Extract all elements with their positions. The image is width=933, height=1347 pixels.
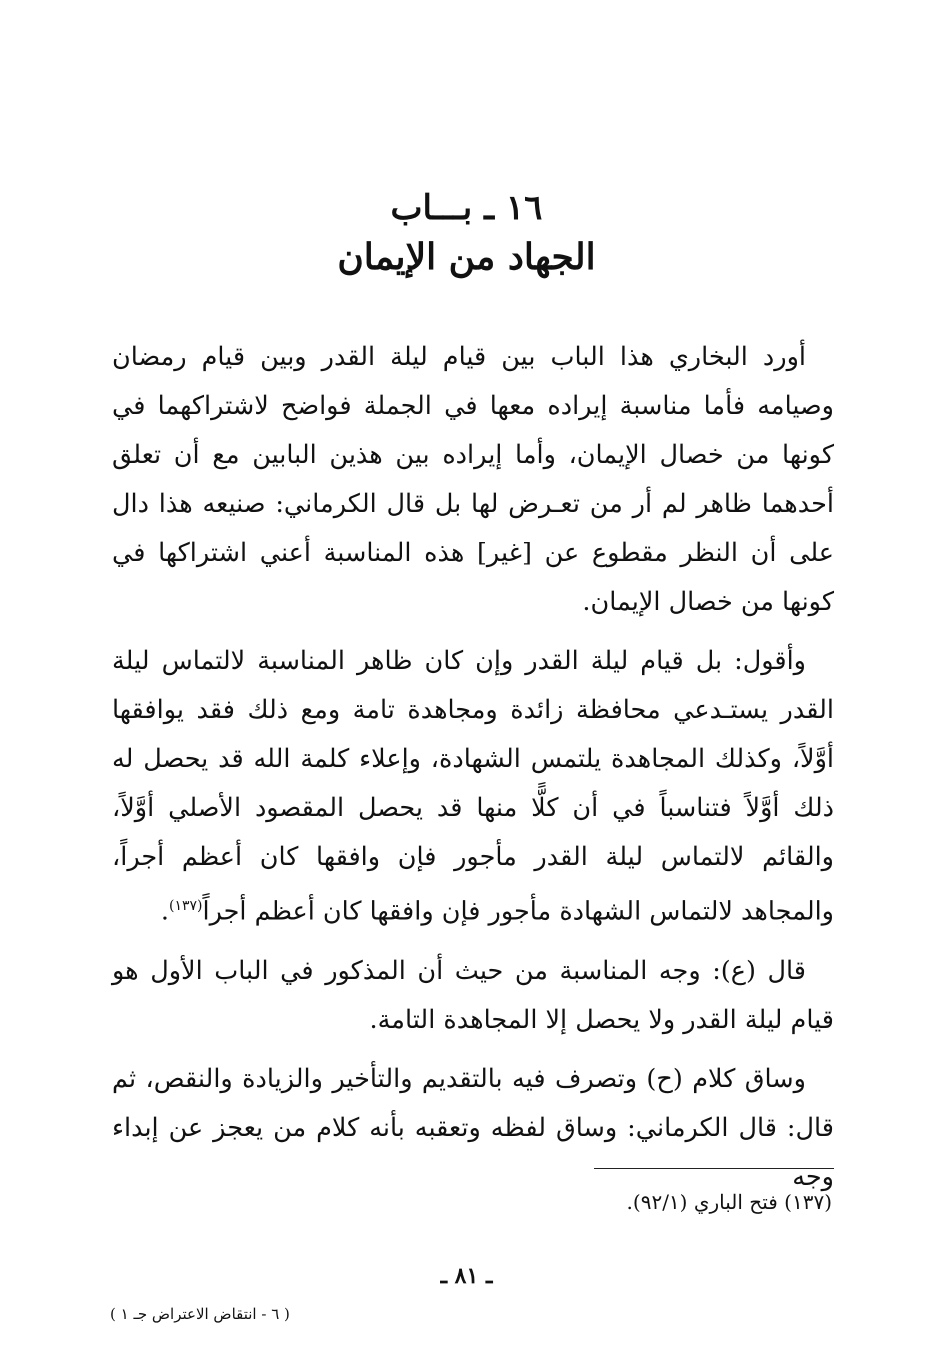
chapter-number-heading: ١٦ ـ بـــاب bbox=[390, 188, 543, 228]
paragraph-2-text: وأقول: بل قيام ليلة القدر وإن كان ظاهر المناسبة لالتماس ليلة القدر يستـدعي محافظة زائدة ومجاهدة تامة ومع ذلك فقد يوافقها أوَّلاً، وكذلك المجاهدة يلتمس الشهادة، وإعلاء كلمة الله قد يحصل له ذلك أوَّلاً فتناسباً في أن كلًّا منها قد يحصل المقصود الأصلي أوَّلاً، والقائم لالتماس ليلة القدر مأجور فإن وافقها كان أعظم أجراً، والمجاهد لالتماس الشهادة مأجور فإن وافقها كان أعظم أجراً bbox=[112, 646, 834, 927]
page-number: ـ ٨١ ـ bbox=[440, 1263, 493, 1289]
chapter-title: الجهاد من الإيمان bbox=[337, 236, 596, 278]
printer-signature: ( ٦ - انتقاض الاعتراض جـ ١ ) bbox=[110, 1305, 290, 1323]
paragraph-3: قال (ع): وجه المناسبة من حيث أن المذكور في الباب الأول هو قيام ليلة القدر ولا يحصل إلا المجاهدة التامة. bbox=[112, 955, 834, 1035]
paragraph-2 bbox=[112, 637, 834, 937]
paragraph-4: وساق كلام (ح) وتصرف فيه بالتقديم والتأخير والزيادة والنقص، ثم قال: قال الكرماني: وساق لفظه وتعقبه بأنه كلام من يعجز عن إبداء وجه bbox=[112, 1063, 834, 1192]
footnote-reference: (١٣٧) bbox=[168, 898, 203, 914]
paragraph-2-end: . bbox=[160, 896, 169, 927]
footnote-divider bbox=[594, 1168, 834, 1169]
paragraph-1: أورد البخاري هذا الباب بين قيام ليلة القدر وبين قيام رمضان وصيامه فأما مناسبة إيراده معها في الجملة فواضح لاشتراكهما في كونها من خصال الإيمان، وأما إيراده بين هذين البابين مع أن تعلق أحدهما ظاهر لم أر من تعـرض لها بل قال الكرماني: صنيعه هذا دال على أن النظر مقطوع عن [غير] هذه المناسبة أعني اشتراكها في كونها من خصال الإيمان. bbox=[112, 342, 834, 617]
footnote: (١٣٧) فتح الباري (٩٢/١). bbox=[626, 1190, 832, 1214]
main-text bbox=[112, 333, 834, 1212]
